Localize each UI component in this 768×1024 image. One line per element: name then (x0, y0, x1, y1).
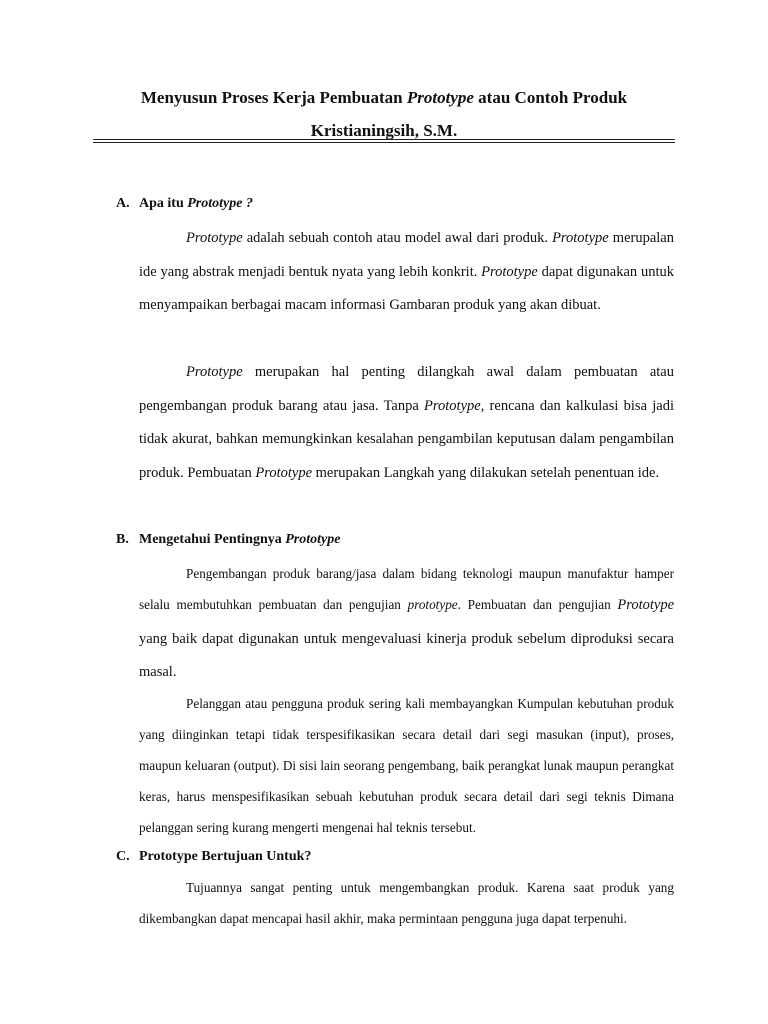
section-a-label: A. (116, 196, 130, 211)
author-name: Kristianingsih, S.M. (310, 121, 458, 140)
section-a-paragraph-2: Prototype merupakan hal penting dilangkah awal dalam pembuatan atau pengembangan produk barang atau jasa. Tanpa Prototype, rencana dan kalkulasi bisa jadi tidak akurat, bahkan memungkinkan kesalahan pengambilan keputusan dalam pengambilan produk. Pembuatan Prototype merupakan Langkah yang dilakukan setelah penentuan ide. (139, 364, 674, 481)
title-emphasis: Prototype (406, 88, 474, 107)
section-c-label: C. (116, 849, 130, 864)
section-a-heading-text: Apa itu (139, 196, 188, 211)
section-b-heading-text: Mengetahui Pentingnya (139, 532, 286, 547)
section-a-paragraph-1: Prototype adalah sebuah contoh atau model awal dari produk. Prototype merupalan ide yang abstrak menjadi bentuk nyata yang lebih konkrit. Prototype dapat digunakan untuk menyampaikan berbagai macam informasi Gambaran produk yang akan dibuat. (139, 230, 674, 313)
section-b-heading (116, 532, 340, 548)
section-c-heading (116, 849, 311, 865)
title-text-end: atau Contoh Produk (473, 88, 628, 107)
section-b-label: B. (116, 532, 129, 547)
section-b-paragraph-2: Pelanggan atau pengguna produk sering kali membayangkan Kumpulan kebutuhan produk yang diinginkan tetapi tidak terspesifikasikan secara detail dari segi masukan (input), proses, maupun keluaran (output). Di sisi lain seorang pengembang, baik perangkat lunak maupun perangkat keras, harus menspesifikasikan sebuah kebutuhan produk secara detail dari segi teknis Dimana pelanggan sering kurang mengerti mengenai hal teknis tersebut. (139, 696, 674, 835)
section-c-heading-text: Prototype Bertujuan Untuk? (139, 849, 312, 864)
section-c-paragraph-1: Tujuannya sangat penting untuk mengembangkan produk. Karena saat produk yang dikembangkan dapat mencapai hasil akhir, maka permintaan pengguna juga dapat terpenuhi. (139, 880, 674, 926)
title-text: Menyusun Proses Kerja Pembuatan (140, 88, 407, 107)
document-title (0, 88, 768, 108)
title-divider-top (93, 139, 675, 140)
section-b-paragraph-1: Pengembangan produk barang/jasa dalam bidang teknologi maupun manufaktur hamper selalu membutuhkan pembuatan dan pengujian prototype. Pembuatan dan pengujian Prototype yang baik dapat digunakan untuk mengevaluasi kinerja produk sebelum diproduksi secara masal. (139, 566, 675, 680)
title-divider-bottom (93, 142, 675, 143)
section-a-heading-emphasis: Prototype ? (187, 196, 253, 211)
section-a-heading (116, 196, 253, 212)
section-b-heading-emphasis: Prototype (285, 532, 341, 547)
